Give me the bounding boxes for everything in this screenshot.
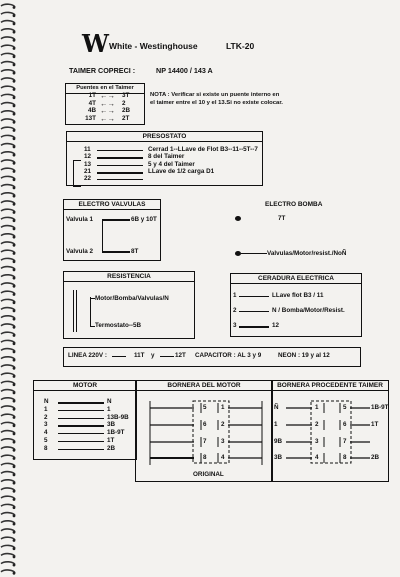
timer-label: TAIMER COPRECI : xyxy=(69,66,136,75)
timer-inner-left: 2 xyxy=(315,421,319,428)
double-arrow-icon: ←→ xyxy=(100,98,115,108)
motor-pin: 5 xyxy=(44,437,48,444)
terminal-pin-left: 5 xyxy=(203,404,207,411)
resistance-title: RESISTENCIA xyxy=(63,271,195,282)
lock-pin: 3 xyxy=(233,322,237,329)
motor-pin: 3 xyxy=(44,421,48,429)
timer-terminal-title: BORNERA PROCEDENTE TAIMER xyxy=(271,380,389,391)
timer-inner-left: 1 xyxy=(315,404,319,411)
note-line-1: NOTA : Verificar si existe un puente interno en xyxy=(150,92,280,98)
lock-pin: 2 xyxy=(233,307,237,314)
motor-pin: 2 xyxy=(44,413,48,421)
motor-desc: N xyxy=(107,398,112,405)
terminal-pin-right: 2 xyxy=(221,421,225,428)
bridge-right: 2T xyxy=(122,114,130,122)
double-arrow-icon: ←→ xyxy=(100,91,115,100)
double-arrow-icon: ←→ xyxy=(100,113,115,123)
motor-title: MOTOR xyxy=(33,380,137,391)
motor-desc: 1B-9T xyxy=(107,429,125,437)
motor-desc: 1 xyxy=(107,405,111,413)
timer-inner-right: 8 xyxy=(343,454,347,461)
motor-desc: 1T xyxy=(107,437,115,444)
valve-2-desc: 8T xyxy=(131,248,139,255)
bridge-left: 4B xyxy=(87,107,96,114)
motor-terminal-title: BORNERA DEL MOTOR xyxy=(135,380,273,391)
line-b: 12T xyxy=(175,352,186,359)
lock-desc: 12 xyxy=(272,322,280,329)
presostato-title: PRESOSTATO xyxy=(66,131,263,142)
timer-inner-right: 6 xyxy=(343,421,347,428)
timer-inner-right: 5 xyxy=(343,404,347,411)
presostato-pin: 21 xyxy=(84,167,92,175)
terminal-pin-left: 6 xyxy=(203,421,207,428)
presostato-pin: 13 xyxy=(84,160,92,168)
bridge-left: 13T xyxy=(85,114,96,122)
lock-desc: LLave flot B3 / 11 xyxy=(272,292,324,299)
motor-pin: 1 xyxy=(44,405,48,413)
presostato-desc: 5 y 4 del Taimer xyxy=(148,160,195,168)
presostato-desc: LLave de 1/2 carga D1 xyxy=(148,167,215,175)
motor-desc: 13B-9B xyxy=(107,413,129,421)
terminal-pin-left: 7 xyxy=(203,438,207,445)
resistance-desc-2: Termostato--5B xyxy=(95,322,142,329)
pump-desc-1: 7T xyxy=(278,215,286,222)
presostato-desc: Cerrad 1--LLave de Flot B3--11--5T--7 xyxy=(148,146,258,153)
valve-1-label: Valvula 1 xyxy=(66,216,93,223)
timer-code: NP 14400 / 143 A xyxy=(156,66,213,75)
lock-title: CERADURA ELECTRICA xyxy=(230,273,362,284)
valves-title: ELECTRO VALVULAS xyxy=(63,199,161,210)
bridge-left: 1T xyxy=(88,92,96,99)
note-line-2: el taimer entre el 10 y el 13.Si no existe colocar. xyxy=(150,100,283,106)
capacitor-note: CAPACITOR : AL 3 y 9 xyxy=(195,352,262,359)
lock-desc: N / Bomba/Motor/Resist. xyxy=(272,307,345,314)
motor-desc: 3B xyxy=(107,421,116,429)
terminal-pin-right: 3 xyxy=(221,438,225,445)
line-a: 11T xyxy=(134,352,145,359)
bridge-right: 2B xyxy=(122,107,131,114)
double-arrow-icon: ←→ xyxy=(100,106,115,115)
terminal-pin-right: 1 xyxy=(221,404,225,411)
pump-desc-2: Valvulas/Motor/resist./NoÑ xyxy=(267,250,347,257)
bridge-left: 4T xyxy=(88,99,96,107)
line-label: LINEA 220V : xyxy=(68,352,107,359)
lock-pin: 1 xyxy=(233,292,237,299)
motor-pin: 4 xyxy=(44,429,48,437)
timer-left-label: Ñ xyxy=(274,404,279,411)
bridge-right: 2 xyxy=(122,99,126,107)
model-number: LTK-20 xyxy=(226,41,255,51)
terminal-pin-left: 8 xyxy=(203,454,207,461)
original-label: ORIGINAL xyxy=(193,471,224,478)
motor-pin: N xyxy=(44,398,49,405)
timer-right-label: 1B-9T xyxy=(371,404,389,411)
timer-right-label: 1T xyxy=(371,421,379,428)
neon-note: NEON : 19 y al 12 xyxy=(278,352,330,359)
timer-left-label: 9B xyxy=(274,438,283,445)
timer-inner-left: 4 xyxy=(315,454,319,461)
valve-1-desc: 6B y 10T xyxy=(131,216,157,223)
timer-inner-left: 3 xyxy=(315,438,319,445)
brand-name: White - Westinghouse xyxy=(109,41,198,51)
presostato-pin: 22 xyxy=(84,175,92,183)
presostato-pin: 12 xyxy=(84,153,92,161)
presostato-pin: 11 xyxy=(84,146,91,153)
timer-left-label: 3B xyxy=(274,454,283,461)
timer-right-label: 2B xyxy=(371,454,380,461)
bridge-right: 3T xyxy=(122,92,130,99)
pump-title: ELECTRO BOMBA xyxy=(265,201,323,208)
bridges-title: Puentes en el Taimer xyxy=(65,83,145,94)
terminal-pin-right: 4 xyxy=(221,454,225,461)
presostato-desc: 8 del Taimer xyxy=(148,153,185,161)
timer-inner-right: 7 xyxy=(343,438,347,445)
valve-2-label: Valvula 2 xyxy=(66,248,93,255)
motor-desc: 2B xyxy=(107,444,116,452)
line-mid: y xyxy=(151,352,155,359)
motor-pin: 8 xyxy=(44,444,48,452)
timer-left-label: 1 xyxy=(274,421,278,428)
brand-logo: W xyxy=(82,29,107,58)
resistance-desc-1: Motor/Bomba/Valvulas/N xyxy=(95,295,169,302)
